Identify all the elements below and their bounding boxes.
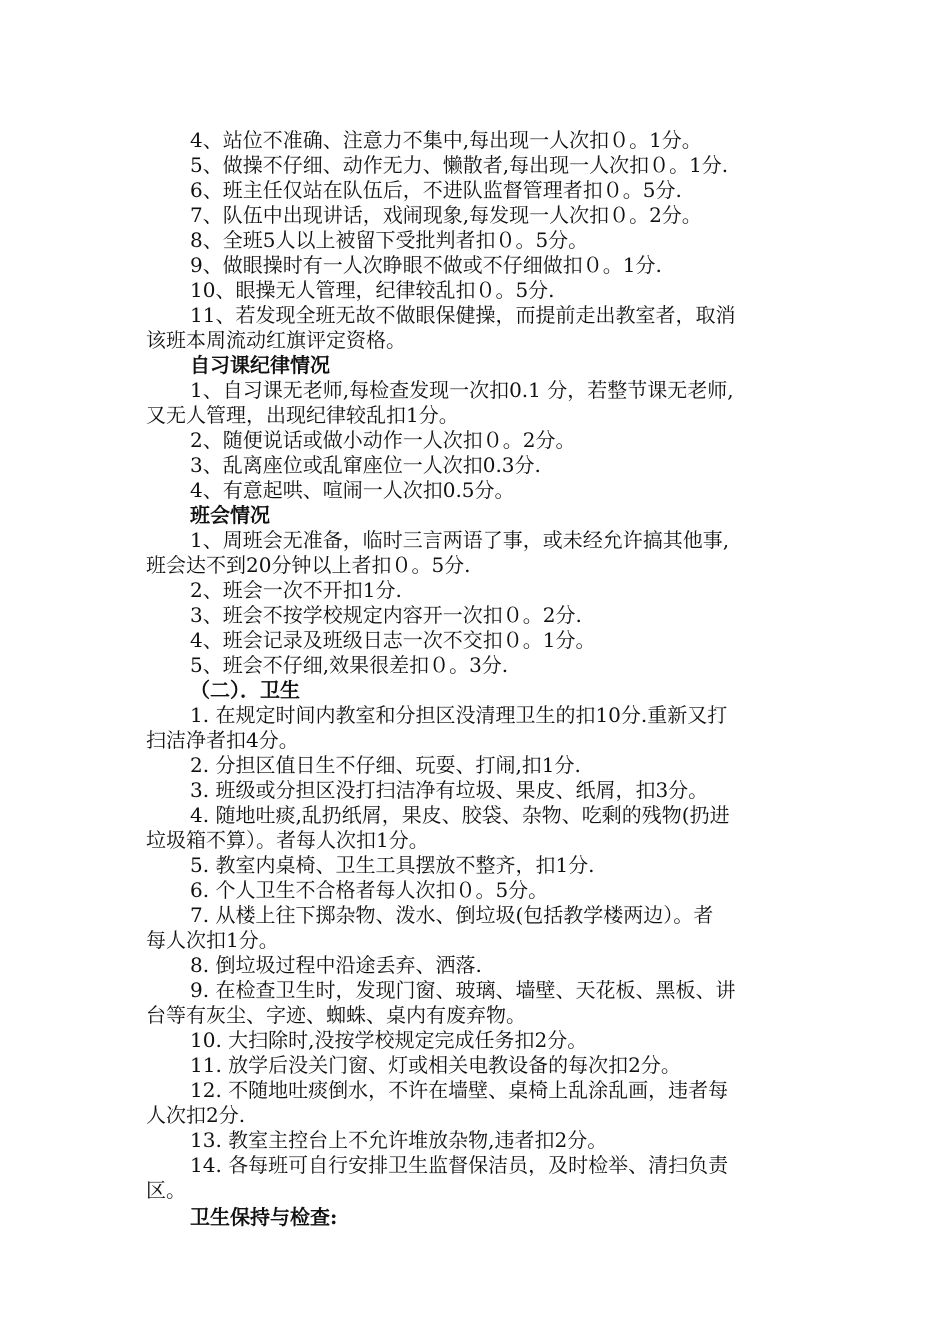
paragraph-line: 台等有灰尘、字迹、蜘蛛、桌内有废弃物。	[146, 1003, 526, 1027]
paragraph-line: 4、有意起哄、喧闹一人次扣0.5分。	[190, 478, 515, 502]
paragraph-line: 9、做眼操时有一人次睁眼不做或不仔细做扣０。1分.	[190, 253, 662, 277]
paragraph-line: 5、班会不仔细,效果很差扣０。3分.	[190, 653, 509, 677]
paragraph-line: 10、眼操无人管理，纪律较乱扣０。5分.	[190, 278, 555, 302]
paragraph-line: 1、周班会无准备，临时三言两语了事，或未经允许搞其他事,	[190, 528, 730, 552]
paragraph-line: 14. 各每班可自行安排卫生监督保洁员，及时检举、清扫负责	[190, 1153, 729, 1177]
paragraph-line: 5、做操不仔细、动作无力、懒散者,每出现一人次扣０。1分.	[190, 153, 729, 177]
paragraph-line: 6、班主任仅站在队伍后，不进队监督管理者扣０。5分.	[190, 178, 682, 202]
section-heading: （二）．卫生	[190, 678, 300, 702]
paragraph-line: 11、若发现全班无故不做眼保健操，而提前走出教室者，取消	[190, 303, 736, 327]
paragraph-line: 13. 教室主控台上不允许堆放杂物,违者扣2分。	[190, 1128, 608, 1152]
paragraph-line: 5. 教室内桌椅、卫生工具摆放不整齐，扣1分.	[190, 853, 595, 877]
paragraph-line: 人次扣2分.	[146, 1103, 246, 1127]
paragraph-line: 4、站位不准确、注意力不集中,每出现一人次扣０。1分。	[190, 128, 702, 152]
paragraph-line: 10. 大扫除时,没按学校规定完成任务扣2分。	[190, 1028, 588, 1052]
paragraph-line: 班会达不到20分钟以上者扣０。5分.	[146, 553, 471, 577]
section-heading: 自习课纪律情况	[190, 353, 330, 377]
paragraph-line: 垃圾箱不算）。者每人次扣1分。	[146, 828, 429, 852]
paragraph-line: 7、队伍中出现讲话，戏闹现象,每发现一人次扣０。2分。	[190, 203, 702, 227]
section-heading: 班会情况	[190, 503, 270, 527]
paragraph-line: 扫洁净者扣4分。	[146, 728, 299, 752]
section-heading: 卫生保持与检查:	[190, 1205, 338, 1229]
paragraph-line: 该班本周流动红旗评定资格。	[146, 328, 406, 352]
paragraph-line: 2、随便说话或做小动作一人次扣０。2分。	[190, 428, 576, 452]
paragraph-line: 3、班会不按学校规定内容开一次扣０。2分.	[190, 603, 582, 627]
paragraph-line: 6. 个人卫生不合格者每人次扣０。5分。	[190, 878, 549, 902]
paragraph-line: 12. 不随地吐痰倒水，不许在墙壁、桌椅上乱涂乱画，违者每	[190, 1078, 729, 1102]
paragraph-line: 7. 从楼上往下掷杂物、泼水、倒垃圾(包括教学楼两边）。者	[190, 903, 714, 927]
paragraph-line: 2、班会一次不开扣1分.	[190, 578, 402, 602]
paragraph-line: 9. 在检查卫生时，发现门窗、玻璃、墙壁、天花板、黑板、讲	[190, 978, 736, 1002]
paragraph-line: 8、全班5人以上被留下受批判者扣０。5分。	[190, 228, 589, 252]
paragraph-line: 8. 倒垃圾过程中沿途丢弃、洒落.	[190, 953, 482, 977]
paragraph-line: 11. 放学后没关门窗、灯或相关电教设备的每次扣2分。	[190, 1053, 681, 1077]
paragraph-line: 1. 在规定时间内教室和分担区没清理卫生的扣10分.重新又打	[190, 703, 728, 727]
paragraph-line: 4. 随地吐痰,乱扔纸屑，果皮、胶袋、杂物、吃剩的残物(扔进	[190, 803, 730, 827]
paragraph-line: 区。	[146, 1178, 186, 1202]
paragraph-line: 4、班会记录及班级日志一次不交扣０。1分。	[190, 628, 596, 652]
paragraph-line: 每人次扣1分。	[146, 928, 279, 952]
paragraph-line: 又无人管理，出现纪律较乱扣1分。	[146, 403, 459, 427]
paragraph-line: 3. 班级或分担区没打扫洁净有垃圾、果皮、纸屑，扣3分。	[190, 778, 709, 802]
paragraph-line: 2. 分担区值日生不仔细、玩耍、打闹,扣1分.	[190, 753, 581, 777]
paragraph-line: 1、自习课无老师,每检查发现一次扣0.1 分，若整节课无老师,	[190, 378, 734, 402]
paragraph-line: 3、乱离座位或乱窜座位一人次扣0.3分.	[190, 453, 541, 477]
